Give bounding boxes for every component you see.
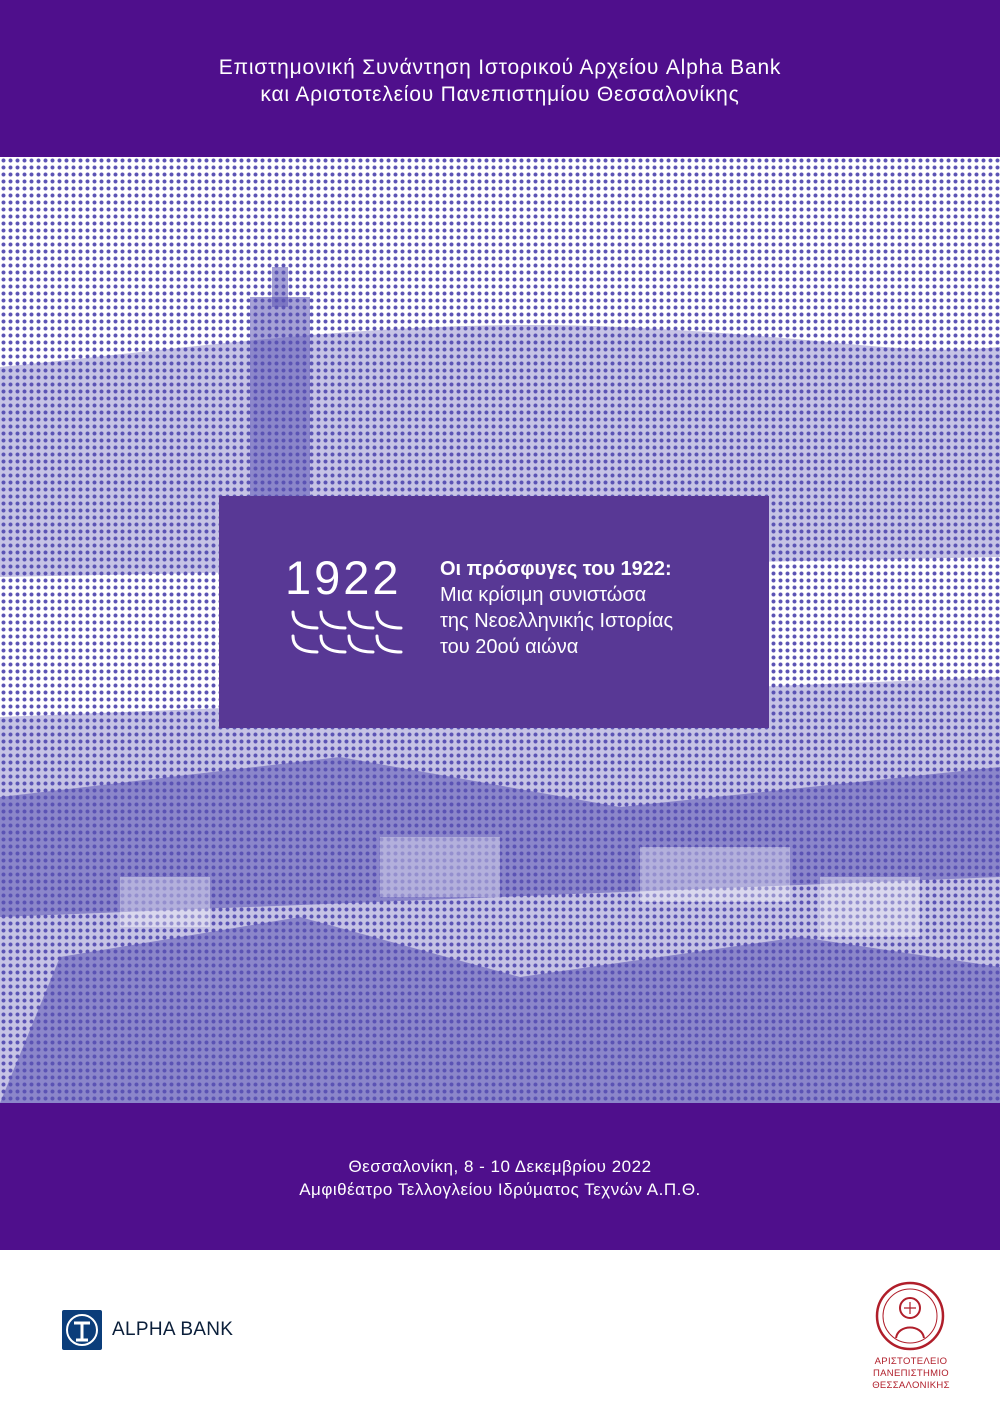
subtitle-line-1: Μια κρίσιμη συνιστώσα	[440, 584, 647, 606]
auth-name	[846, 1356, 976, 1392]
title-box	[219, 496, 769, 728]
auth-line-2: ΠΑΝΕΠΙΣΤΗΜΙΟ	[873, 1368, 949, 1379]
footer	[0, 1250, 1000, 1417]
event-venue: Αμφιθέατρο Τελλογλείου Ιδρύματος Τεχνών Α.Π.Θ.	[299, 1180, 701, 1199]
conference-title	[440, 556, 760, 660]
auth-seal-icon	[874, 1278, 946, 1354]
year-logo: 1922	[285, 551, 402, 604]
title-bold: Οι πρόσφυγες του 1922:	[440, 558, 672, 580]
header-line-1: Επιστημονική Συνάντηση Ιστορικού Αρχείου Alpha Bank	[218, 56, 782, 79]
auth-line-3: ΘΕΣΣΑΛΟΝΙΚΗΣ	[872, 1380, 950, 1391]
alpha-bank-wordmark: ALPHA BANK	[112, 1319, 234, 1340]
header-line-2: και Αριστοτελείου Πανεπιστημίου Θεσσαλονίκης	[260, 83, 740, 106]
waves-icon	[289, 606, 409, 666]
subtitle-line-2: της Νεοελληνικής Ιστορίας	[440, 610, 674, 632]
event-info-band	[0, 1103, 1000, 1250]
auth-line-1: ΑΡΙΣΤΟΤΕΛΕΙΟ	[874, 1356, 948, 1367]
event-date-place: Θεσσαλονίκη, 8 - 10 Δεκεμβρίου 2022	[348, 1157, 652, 1176]
header-band	[0, 0, 1000, 157]
alpha-bank-logo-icon	[62, 1310, 102, 1350]
subtitle-line-3: του 20ού αιώνα	[440, 636, 579, 658]
